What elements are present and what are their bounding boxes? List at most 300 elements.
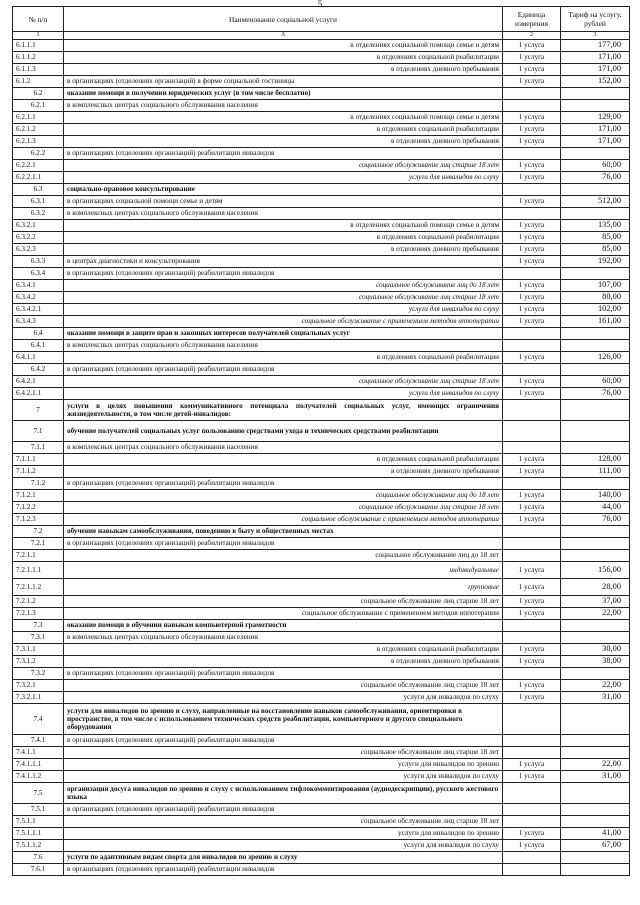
service-name: в организациях социальной помощи семье и детям xyxy=(64,196,503,208)
tariff-cell xyxy=(561,100,630,112)
unit-cell xyxy=(503,747,561,759)
unit-cell: 1 услуга xyxy=(503,692,561,704)
row-number: 7.4.1.1.1 xyxy=(13,759,64,771)
table-row xyxy=(13,538,630,550)
unit-cell: 1 услуга xyxy=(503,454,561,466)
unit-cell xyxy=(503,804,561,816)
row-number: 6.3.4.1 xyxy=(13,280,64,292)
table-row xyxy=(13,620,630,632)
table-body xyxy=(13,40,630,876)
unit-cell xyxy=(503,88,561,100)
service-name: в комплексных центрах социального обслуживания населения xyxy=(64,632,503,644)
tariff-cell: 76,00 xyxy=(561,172,630,184)
service-name: социальное обслуживание лиц до 18 лет xyxy=(64,280,503,292)
service-name: в отделениях социальной реабилитации xyxy=(64,454,503,466)
tariff-cell: 171,00 xyxy=(561,52,630,64)
table-row xyxy=(13,88,630,100)
row-number: 6.2.2.1 xyxy=(13,160,64,172)
row-number: 7.3 xyxy=(13,620,64,632)
table-row xyxy=(13,400,630,421)
service-name: социальное обслуживание с применением методов иппотерапии xyxy=(64,514,503,526)
row-number: 6.2.2.1.1 xyxy=(13,172,64,184)
table-row xyxy=(13,64,630,76)
row-number: 6.2.1.3 xyxy=(13,136,64,148)
service-name: в организациях (отделениях организаций) реабилитации инвалидов xyxy=(64,864,503,876)
unit-cell: 1 услуга xyxy=(503,840,561,852)
tariff-cell xyxy=(561,735,630,747)
unit-cell: 1 услуга xyxy=(503,828,561,840)
table-row xyxy=(13,421,630,442)
tariff-cell xyxy=(561,442,630,454)
tariff-cell xyxy=(561,340,630,352)
tariff-cell: 171,00 xyxy=(561,136,630,148)
tariff-cell: 512,00 xyxy=(561,196,630,208)
unit-cell: 1 услуга xyxy=(503,220,561,232)
table-row xyxy=(13,771,630,783)
service-name: в организациях (отделениях организаций) реабилитации инвалидов xyxy=(64,478,503,490)
unit-cell xyxy=(503,328,561,340)
tariff-cell: 60,00 xyxy=(561,160,630,172)
row-number: 7.3.1 xyxy=(13,632,64,644)
service-name: услуги в целях повышения коммуникативного потенциала получателей социальных услуг, имеющих ограничения жизнедеятельности, в том числе детей-инвалидов: xyxy=(64,400,503,421)
unit-cell xyxy=(503,620,561,632)
table-row xyxy=(13,388,630,400)
service-name: социальное обслуживание с применением методов иппотерапии xyxy=(64,608,503,620)
table-row xyxy=(13,376,630,388)
row-number: 6.3.2.3 xyxy=(13,244,64,256)
service-name: услуги для инвалидов по слуху xyxy=(64,172,503,184)
service-name: услуги для инвалидов по слуху xyxy=(64,771,503,783)
row-number: 6.4 xyxy=(13,328,64,340)
service-name: социально-правовое консультирование xyxy=(64,184,503,196)
unit-cell: 1 услуга xyxy=(503,596,561,608)
row-number: 7.4.1 xyxy=(13,735,64,747)
tariff-cell: 171,00 xyxy=(561,124,630,136)
tariff-cell xyxy=(561,328,630,340)
service-name: социальное обслуживание лиц старше 18 лет xyxy=(64,376,503,388)
unit-cell: 1 услуга xyxy=(503,256,561,268)
unit-cell: 1 услуга xyxy=(503,64,561,76)
table-row xyxy=(13,76,630,88)
service-name: групповые xyxy=(64,579,503,596)
row-number: 6.3.4.2.1 xyxy=(13,304,64,316)
service-name: в центрах диагностики и консультирования xyxy=(64,256,503,268)
tariff-cell: 28,00 xyxy=(561,579,630,596)
table-row xyxy=(13,579,630,596)
header-tariff xyxy=(561,7,630,32)
page-number: 5 xyxy=(317,0,323,9)
unit-cell: 1 услуга xyxy=(503,680,561,692)
tariff-cell xyxy=(561,538,630,550)
service-name: в отделениях социальной реабилитации xyxy=(64,644,503,656)
tariff-cell: 192,00 xyxy=(561,256,630,268)
table-row xyxy=(13,680,630,692)
table-row xyxy=(13,644,630,656)
table-row xyxy=(13,692,630,704)
table-row xyxy=(13,232,630,244)
service-name: организация досуга инвалидов по зрению и слуху с использованием тифлокомментирования (аудиодескрипции), русского жестового языка xyxy=(64,783,503,804)
tariff-cell xyxy=(561,88,630,100)
header-name: Наименование социальной услуги xyxy=(64,7,503,32)
table-row xyxy=(13,304,630,316)
service-name: услуги для инвалидов по зрению и слуху, направленные на восстановление навыков самообслуживания, ориентировки в пространстве, в том числе с использованием технических средств реабилитации, компьютерного и другого специального оборудования xyxy=(64,704,503,735)
table-row xyxy=(13,608,630,620)
service-name: в организациях (отделениях организаций) реабилитации инвалидов xyxy=(64,364,503,376)
unit-cell xyxy=(503,364,561,376)
row-number: 6.3.2 xyxy=(13,208,64,220)
table-row xyxy=(13,244,630,256)
unit-cell xyxy=(503,538,561,550)
service-name: в организациях (отделениях организаций) реабилитации инвалидов xyxy=(64,668,503,680)
service-name: в отделениях дневного пребывания xyxy=(64,656,503,668)
service-name: в комплексных центрах социального обслуживания населения xyxy=(64,442,503,454)
table-row xyxy=(13,292,630,304)
unit-cell xyxy=(503,668,561,680)
service-name: обучение получателей социальных услуг пользованию средствами ухода и технических средствами реабилитации xyxy=(64,421,503,442)
row-number: 6.2 xyxy=(13,88,64,100)
row-number: 7.4 xyxy=(13,704,64,735)
unit-cell: 1 услуга xyxy=(503,76,561,88)
service-name: социальное обслуживание лиц старше 18 лет xyxy=(64,680,503,692)
unit-cell: 1 услуга xyxy=(503,136,561,148)
service-name: в отделениях дневного пребывания xyxy=(64,136,503,148)
unit-cell: 1 услуга xyxy=(503,352,561,364)
unit-cell xyxy=(503,208,561,220)
unit-cell xyxy=(503,864,561,876)
unit-cell xyxy=(503,526,561,538)
index-row xyxy=(13,32,630,40)
tariff-cell xyxy=(561,364,630,376)
tariff-cell: 38,00 xyxy=(561,656,630,668)
tariff-cell: 126,00 xyxy=(561,352,630,364)
unit-cell xyxy=(503,735,561,747)
tariff-cell: 80,00 xyxy=(561,292,630,304)
unit-cell: 1 услуга xyxy=(503,656,561,668)
table-row xyxy=(13,466,630,478)
unit-cell: 1 услуга xyxy=(503,232,561,244)
service-name: услуги по адаптивным видам спорта для инвалидов по зрению и слуху xyxy=(64,852,503,864)
table-row xyxy=(13,100,630,112)
table-row xyxy=(13,840,630,852)
table-row xyxy=(13,632,630,644)
header-tariff-line2: рублей xyxy=(584,19,606,28)
unit-cell xyxy=(503,632,561,644)
tariff-cell xyxy=(561,668,630,680)
row-number: 7.2.1.1 xyxy=(13,550,64,562)
unit-cell: 1 услуга xyxy=(503,771,561,783)
table-row xyxy=(13,704,630,735)
unit-cell: 1 услуга xyxy=(503,759,561,771)
row-number: 6.3.4.2 xyxy=(13,292,64,304)
tariff-table xyxy=(12,6,630,876)
unit-cell xyxy=(503,400,561,421)
tariff-cell: 102,00 xyxy=(561,304,630,316)
tariff-cell xyxy=(561,268,630,280)
unit-cell: 1 услуга xyxy=(503,280,561,292)
unit-cell xyxy=(503,852,561,864)
row-number: 6.4.1.1 xyxy=(13,352,64,364)
table-row xyxy=(13,759,630,771)
header-row xyxy=(13,7,630,32)
header-unit-line2: измерения xyxy=(514,19,548,28)
service-name: в организациях (отделениях организаций) реабилитации инвалидов xyxy=(64,268,503,280)
tariff-cell: 22,00 xyxy=(561,680,630,692)
tariff-cell: 171,00 xyxy=(561,64,630,76)
table-row xyxy=(13,735,630,747)
unit-cell: 1 услуга xyxy=(503,316,561,328)
tariff-cell xyxy=(561,864,630,876)
row-number: 7.1.1.2 xyxy=(13,466,64,478)
unit-cell xyxy=(503,550,561,562)
unit-cell: 1 услуга xyxy=(503,160,561,172)
row-number: 6.4.2 xyxy=(13,364,64,376)
table-row xyxy=(13,864,630,876)
row-number: 7.1.2.2 xyxy=(13,502,64,514)
table-row xyxy=(13,136,630,148)
row-number: 7.2 xyxy=(13,526,64,538)
table-row xyxy=(13,562,630,579)
tariff-cell: 60,00 xyxy=(561,376,630,388)
row-number: 6.3.3 xyxy=(13,256,64,268)
tariff-cell: 22,00 xyxy=(561,608,630,620)
row-number: 7.1.1 xyxy=(13,442,64,454)
row-number: 7.6 xyxy=(13,852,64,864)
service-name: услуги для инвалидов по зрению xyxy=(64,828,503,840)
tariff-cell xyxy=(561,526,630,538)
tariff-cell xyxy=(561,632,630,644)
row-number: 6.3 xyxy=(13,184,64,196)
table-row xyxy=(13,40,630,52)
unit-cell: 1 услуга xyxy=(503,579,561,596)
unit-cell: 1 услуга xyxy=(503,196,561,208)
row-number: 7.5.1.1.2 xyxy=(13,840,64,852)
tariff-cell: 85,00 xyxy=(561,244,630,256)
row-number: 7.2.1.3 xyxy=(13,608,64,620)
row-number: 7.4.1.1 xyxy=(13,747,64,759)
table-row xyxy=(13,828,630,840)
tariff-cell: 156,00 xyxy=(561,562,630,579)
row-number: 6.1.2 xyxy=(13,76,64,88)
tariff-cell xyxy=(561,184,630,196)
service-name: социальное обслуживание с применением методов иппотерапии xyxy=(64,316,503,328)
service-name: в отделениях социальной реабилитации xyxy=(64,52,503,64)
tariff-cell xyxy=(561,478,630,490)
row-number: 7.3.2.1.1 xyxy=(13,692,64,704)
row-number: 7.3.2.1 xyxy=(13,680,64,692)
index-cell: 3 xyxy=(561,32,630,40)
table-row xyxy=(13,852,630,864)
table-row xyxy=(13,747,630,759)
table-row xyxy=(13,816,630,828)
row-number: 6.4.1 xyxy=(13,340,64,352)
service-name: услуги для инвалидов по зрению xyxy=(64,759,503,771)
unit-cell xyxy=(503,100,561,112)
service-name: в отделениях социальной реабилитации xyxy=(64,232,503,244)
row-number: 7.6.1 xyxy=(13,864,64,876)
tariff-cell: 22,00 xyxy=(561,759,630,771)
row-number: 6.2.1.2 xyxy=(13,124,64,136)
service-name: услуги для инвалидов по слуху xyxy=(64,304,503,316)
table-row xyxy=(13,268,630,280)
unit-cell xyxy=(503,184,561,196)
row-number: 7.1.2.1 xyxy=(13,490,64,502)
row-number: 6.3.4 xyxy=(13,268,64,280)
service-name: в комплексных центрах социального обслуживания населения xyxy=(64,208,503,220)
row-number: 7.1.1.1 xyxy=(13,454,64,466)
table-row xyxy=(13,668,630,680)
row-number: 7.5.1.1.1 xyxy=(13,828,64,840)
service-name: социальное обслуживание лиц старше 18 лет xyxy=(64,596,503,608)
service-name: обучение навыкам самообслуживания, поведению в быту и общественных местах xyxy=(64,526,503,538)
table-row xyxy=(13,172,630,184)
tariff-cell xyxy=(561,208,630,220)
table-row xyxy=(13,656,630,668)
service-name: в организациях (отделениях организаций) в форме социальной гостиницы xyxy=(64,76,503,88)
unit-cell: 1 услуга xyxy=(503,644,561,656)
service-name: в комплексных центрах социального обслуживания населения xyxy=(64,100,503,112)
table-row xyxy=(13,514,630,526)
unit-cell: 1 услуга xyxy=(503,376,561,388)
header-unit-line1: Единица xyxy=(517,10,546,19)
unit-cell: 1 услуга xyxy=(503,304,561,316)
row-number: 6.2.1 xyxy=(13,100,64,112)
row-number: 6.4.2.1 xyxy=(13,376,64,388)
table-row xyxy=(13,526,630,538)
unit-cell xyxy=(503,442,561,454)
tariff-cell xyxy=(561,783,630,804)
row-number: 7.3.1.2 xyxy=(13,656,64,668)
tariff-cell xyxy=(561,620,630,632)
row-number: 7.3.2 xyxy=(13,668,64,680)
service-name: в отделениях дневного пребывания xyxy=(64,466,503,478)
service-name: в отделениях социальной помощи семье и детям xyxy=(64,220,503,232)
table-row xyxy=(13,502,630,514)
service-name: социальное обслуживание лиц старше 18 лет xyxy=(64,502,503,514)
unit-cell: 1 услуга xyxy=(503,172,561,184)
tariff-cell xyxy=(561,148,630,160)
row-number: 7.5 xyxy=(13,783,64,804)
row-number: 7.5.1 xyxy=(13,804,64,816)
row-number: 6.3.1 xyxy=(13,196,64,208)
unit-cell: 1 услуга xyxy=(503,514,561,526)
service-name: оказание помощи в обучении навыкам компьютерной грамотности xyxy=(64,620,503,632)
index-cell: 2 xyxy=(503,32,561,40)
row-number: 6.1.1.3 xyxy=(13,64,64,76)
table-row xyxy=(13,340,630,352)
tariff-cell xyxy=(561,804,630,816)
row-number: 7.3.1.1 xyxy=(13,644,64,656)
tariff-cell: 76,00 xyxy=(561,388,630,400)
unit-cell: 1 услуга xyxy=(503,608,561,620)
service-name: услуги для инвалидов по слуху xyxy=(64,692,503,704)
unit-cell: 1 услуга xyxy=(503,490,561,502)
row-number: 6.3.4.3 xyxy=(13,316,64,328)
tariff-cell: 107,00 xyxy=(561,280,630,292)
tariff-cell xyxy=(561,816,630,828)
service-name: в организациях (отделениях организаций) реабилитации инвалидов xyxy=(64,148,503,160)
service-name: в организациях (отделениях организаций) реабилитации инвалидов xyxy=(64,804,503,816)
service-name: оказание помощи в защите прав и законных интересов получателей социальных услуг xyxy=(64,328,503,340)
header-unit xyxy=(503,7,561,32)
row-number: 6.4.2.1.1 xyxy=(13,388,64,400)
unit-cell: 1 услуга xyxy=(503,388,561,400)
table-row xyxy=(13,280,630,292)
service-name: услуги для инвалидов по слуху xyxy=(64,388,503,400)
row-number: 7.2.1.1.2 xyxy=(13,579,64,596)
tariff-cell: 128,00 xyxy=(561,454,630,466)
table-row xyxy=(13,364,630,376)
table-row xyxy=(13,490,630,502)
row-number: 7.2.1 xyxy=(13,538,64,550)
service-name: в отделениях социальной помощи семье и детям xyxy=(64,40,503,52)
unit-cell xyxy=(503,816,561,828)
service-name: в отделениях социальной помощи семье и детям xyxy=(64,112,503,124)
tariff-cell: 37,00 xyxy=(561,596,630,608)
unit-cell: 1 услуга xyxy=(503,112,561,124)
unit-cell: 1 услуга xyxy=(503,244,561,256)
unit-cell xyxy=(503,148,561,160)
row-number: 6.2.2 xyxy=(13,148,64,160)
table-row xyxy=(13,550,630,562)
table-row xyxy=(13,220,630,232)
table-row xyxy=(13,442,630,454)
table-row xyxy=(13,328,630,340)
table-row xyxy=(13,160,630,172)
header-num: № п/п xyxy=(13,7,64,32)
unit-cell: 1 услуга xyxy=(503,52,561,64)
table-row xyxy=(13,124,630,136)
unit-cell: 1 услуга xyxy=(503,466,561,478)
row-number: 7.1.2.3 xyxy=(13,514,64,526)
index-cell: А xyxy=(64,32,503,40)
service-name: в организациях (отделениях организаций) реабилитации инвалидов xyxy=(64,538,503,550)
service-name: социальное обслуживание лиц до 18 лет xyxy=(64,550,503,562)
table-row xyxy=(13,148,630,160)
row-number: 7.1.2 xyxy=(13,478,64,490)
tariff-cell xyxy=(561,550,630,562)
service-name: индивидуальные xyxy=(64,562,503,579)
service-name: в отделениях дневного пребывания xyxy=(64,244,503,256)
row-number: 7 xyxy=(13,400,64,421)
table-row xyxy=(13,454,630,466)
tariff-cell xyxy=(561,421,630,442)
row-number: 6.2.1.1 xyxy=(13,112,64,124)
tariff-cell: 111,00 xyxy=(561,466,630,478)
tariff-cell xyxy=(561,747,630,759)
tariff-cell: 31,00 xyxy=(561,692,630,704)
table-row xyxy=(13,52,630,64)
row-number: 7.4.1.1.2 xyxy=(13,771,64,783)
table-row xyxy=(13,783,630,804)
tariff-cell: 44,00 xyxy=(561,502,630,514)
table-row xyxy=(13,112,630,124)
unit-cell xyxy=(503,421,561,442)
table-row xyxy=(13,184,630,196)
service-name: оказание помощи в получении юридических услуг (в том числе бесплатно) xyxy=(64,88,503,100)
unit-cell xyxy=(503,704,561,735)
row-number: 6.1.1.2 xyxy=(13,52,64,64)
tariff-cell: 30,00 xyxy=(561,644,630,656)
table-row xyxy=(13,256,630,268)
tariff-cell: 76,00 xyxy=(561,514,630,526)
service-name: в отделениях социальной реабилитации xyxy=(64,124,503,136)
service-name: в отделениях дневного пребывания xyxy=(64,64,503,76)
service-name: социальное обслуживание лиц до 18 лет xyxy=(64,490,503,502)
unit-cell xyxy=(503,268,561,280)
unit-cell: 1 услуга xyxy=(503,292,561,304)
tariff-cell xyxy=(561,704,630,735)
tariff-cell: 41,00 xyxy=(561,828,630,840)
